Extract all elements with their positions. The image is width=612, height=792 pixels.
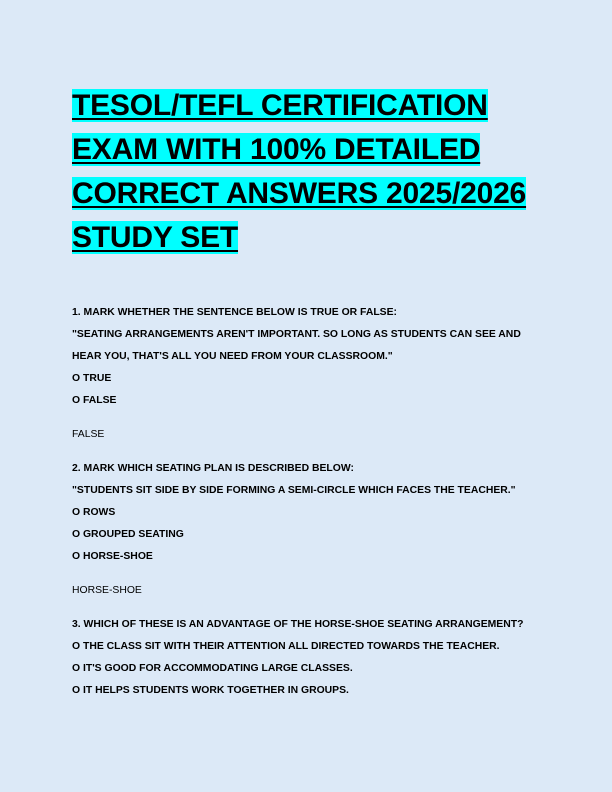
option-item: O FALSE bbox=[72, 395, 117, 406]
question-quote: "STUDENTS SIT SIDE BY SIDE FORMING A SEMI-CIRCLE WHICH FACES THE TEACHER." bbox=[72, 485, 516, 496]
question-prompt: 3. WHICH OF THESE IS AN ADVANTAGE OF THE HORSE-SHOE SEATING ARRANGEMENT? bbox=[72, 619, 524, 630]
question-2 bbox=[72, 458, 542, 602]
option-item: O THE CLASS SIT WITH THEIR ATTENTION ALL DIRECTED TOWARDS THE TEACHER. bbox=[72, 641, 500, 652]
option-item: O GROUPED SEATING bbox=[72, 529, 184, 540]
option-item: O TRUE bbox=[72, 373, 112, 384]
option-item: O IT'S GOOD FOR ACCOMMODATING LARGE CLASSES. bbox=[72, 663, 353, 674]
question-quote: "SEATING ARRANGEMENTS AREN'T IMPORTANT. SO LONG AS STUDENTS CAN SEE AND HEAR YOU, THAT'S ALL YOU NEED FROM YOUR CLASSROOM." bbox=[72, 329, 521, 362]
question-list bbox=[72, 302, 542, 702]
title-line-4: STUDY SET bbox=[72, 221, 239, 254]
answer-text: FALSE bbox=[72, 429, 105, 440]
question-prompt: 1. MARK WHETHER THE SENTENCE BELOW IS TRUE OR FALSE: bbox=[72, 307, 398, 318]
question-prompt: 2. MARK WHICH SEATING PLAN IS DESCRIBED BELOW: bbox=[72, 463, 354, 474]
question-1 bbox=[72, 302, 542, 446]
option-item: O ROWS bbox=[72, 507, 116, 518]
answer-text: HORSE-SHOE bbox=[72, 585, 142, 596]
title-line-2: EXAM WITH 100% DETAILED bbox=[72, 133, 481, 166]
document-page bbox=[72, 84, 542, 260]
title-line-3: CORRECT ANSWERS 2025/2026 bbox=[72, 177, 527, 210]
question-3 bbox=[72, 614, 542, 702]
document-title bbox=[72, 84, 542, 260]
option-item: O IT HELPS STUDENTS WORK TOGETHER IN GROUPS. bbox=[72, 685, 349, 696]
option-item: O HORSE-SHOE bbox=[72, 551, 153, 562]
title-line-1: TESOL/TEFL CERTIFICATION bbox=[72, 89, 488, 122]
